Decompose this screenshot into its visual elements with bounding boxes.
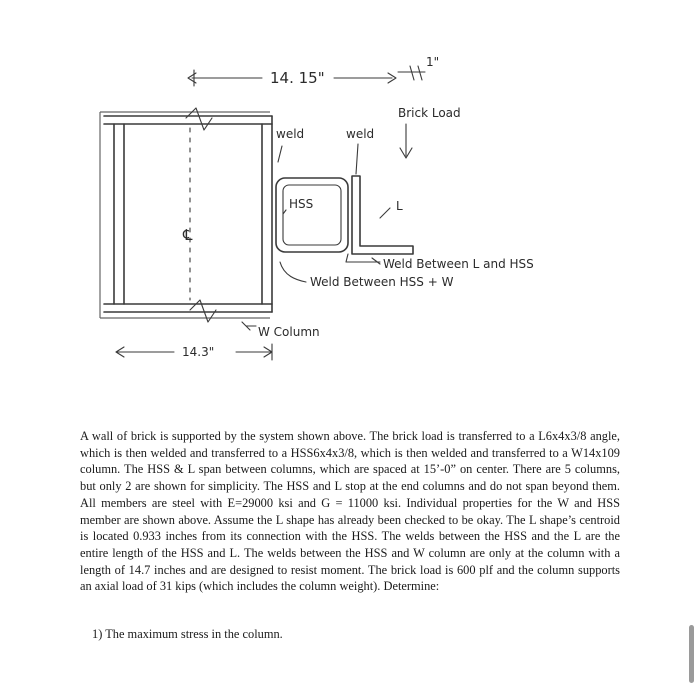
dimension-bottom: 14.3" (182, 345, 215, 359)
w-column-callout (242, 322, 320, 339)
dimension-top: 14. 15" (270, 69, 325, 87)
weld-between-hss-w: Weld Between HSS + W (310, 275, 454, 289)
weld-notes (280, 257, 534, 289)
l-angle-section (352, 176, 413, 254)
brick-load (398, 106, 461, 158)
weld-annotations (276, 127, 380, 262)
w-column-label: W Column (258, 325, 320, 339)
weld-label-2: weld (346, 127, 375, 141)
hss-section (276, 178, 348, 252)
brick-load-label: Brick Load (398, 106, 461, 120)
weld-between-l-hss: Weld Between L and HSS (383, 257, 534, 271)
l-label: L (396, 199, 403, 213)
top-dimension (188, 55, 439, 87)
scrollbar-thumb[interactable] (689, 625, 694, 683)
sketch-frame (100, 112, 270, 318)
hss-label: HSS (289, 197, 314, 211)
centerline-symbol: ℄ (183, 226, 193, 244)
bottom-dimension (116, 344, 272, 360)
w-column-section (104, 108, 272, 322)
problem-paragraph: A wall of brick is supported by the system shown above. The brick load is transferred to a L6x4x3/8 angle, which is then welded and transferred to a HSS6x4x3/8, which is then welded and transferred to a W14x109 column. The HSS & L span between columns, which are spaced at 15’-0” on center. There are 5 columns, but only 2 are shown for simplicity. The HSS and L stop at the end columns and do not span beyond them. All members are steel with E=29000 ksi and G = 11000 ksi. Individual properties for the W and HSS member are shown above. Assume the L shape has already been checked to be okay. The L shape’s centroid is located 0.933 inches from its connection with the HSS. The welds between the HSS and the L are the entire length of the HSS and L. The welds between the HSS and W column are only at the column with a length of 14.7 inches and are designed to resist moment. The brick load is 600 plf and the column supports an axial load of 31 kips (which includes the column weight). Determine: (80, 429, 620, 594)
centerline (182, 128, 193, 300)
dimension-right: 1" (426, 55, 440, 69)
problem-statement (80, 428, 620, 595)
weld-label-1: weld (276, 127, 305, 141)
question-1: 1) The maximum stress in the column. (92, 627, 283, 641)
